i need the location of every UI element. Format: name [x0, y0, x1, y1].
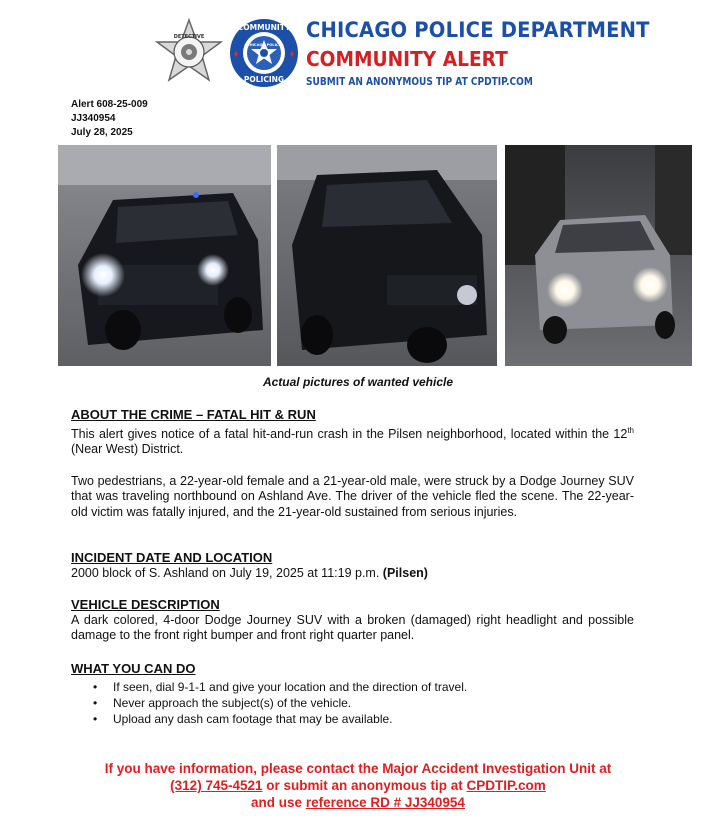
alert-number: Alert 608-25-009 [71, 99, 148, 110]
list-item: • Upload any dash cam footage that may be available. [113, 711, 634, 727]
contact-block [0, 760, 716, 811]
svg-text:DETECTIVE: DETECTIVE [173, 34, 205, 40]
crime-section [71, 407, 634, 520]
contact-line-3: and use reference RD # JJ340954 [251, 795, 465, 810]
crime-paragraph-1: This alert gives notice of a fatal hit-and-run crash in the Pilsen neighborhood, located within the 12th (Near West) District. [71, 425, 634, 457]
alert-type-title: COMMUNITY ALERT [306, 47, 508, 71]
alert-meta [71, 98, 148, 140]
department-title: CHICAGO POLICE DEPARTMENT [306, 18, 650, 42]
actions-heading: WHAT YOU CAN DO [71, 661, 196, 676]
rd-number: JJ340954 [71, 113, 116, 124]
svg-text:CHICAGO POLICE: CHICAGO POLICE [246, 43, 282, 47]
tip-line: SUBMIT AN ANONYMOUS TIP AT CPDTIP.COM [306, 76, 533, 88]
vehicle-photo-3 [505, 145, 692, 366]
vehicle-section [71, 597, 634, 644]
svg-text:POLICING: POLICING [243, 75, 285, 84]
vehicle-heading: VEHICLE DESCRIPTION [71, 597, 220, 612]
contact-line-1: If you have information, please contact the Major Accident Investigation Unit at [104, 761, 612, 776]
incident-text: 2000 block of S. Ashland on July 19, 2025 at 11:19 p.m. (Pilsen) [71, 565, 428, 580]
svg-text:COMMUNITY: COMMUNITY [237, 23, 291, 32]
vehicle-photo-2 [277, 145, 497, 366]
reference-number: reference RD # JJ340954 [305, 795, 465, 810]
incident-section [71, 550, 634, 581]
incident-area: (Pilsen) [382, 565, 428, 580]
crime-paragraph-2: Two pedestrians, a 22-year-old female and a 21-year-old male, were struck by a Dodge Journey SUV that was traveling northbound on Ashland Ave. The driver of the vehicle fled the scene. The 22-year-old victim was fatally injured, and the 21-year-old sustained from serious injuries. [71, 473, 634, 519]
community-policing-seal-icon [229, 18, 299, 88]
vehicle-photo-1 [58, 145, 271, 366]
list-item: • If seen, dial 9-1-1 and give your location and the direction of travel. [113, 679, 634, 695]
photos-caption: Actual pictures of wanted vehicle [262, 375, 454, 389]
detective-star-badge-icon [153, 18, 225, 90]
crime-heading: ABOUT THE CRIME – FATAL HIT & RUN [71, 407, 316, 422]
incident-heading: INCIDENT DATE AND LOCATION [71, 550, 273, 565]
alert-date: July 28, 2025 [71, 127, 133, 138]
list-item: • Never approach the subject(s) of the vehicle. [113, 695, 634, 711]
vehicle-text: A dark colored, 4-door Dodge Journey SUV with a broken (damaged) right headlight and possible damage to the front right bumper and front right quarter panel. [71, 612, 634, 642]
phone-link[interactable]: (312) 745-4521 [170, 778, 263, 793]
actions-section [71, 661, 634, 727]
actions-list [71, 679, 634, 727]
contact-line-2: (312) 745-4521 or submit an anonymous tip at CPDTIP.com [170, 778, 546, 793]
cpdtip-link[interactable]: CPDTIP.com [466, 778, 546, 793]
